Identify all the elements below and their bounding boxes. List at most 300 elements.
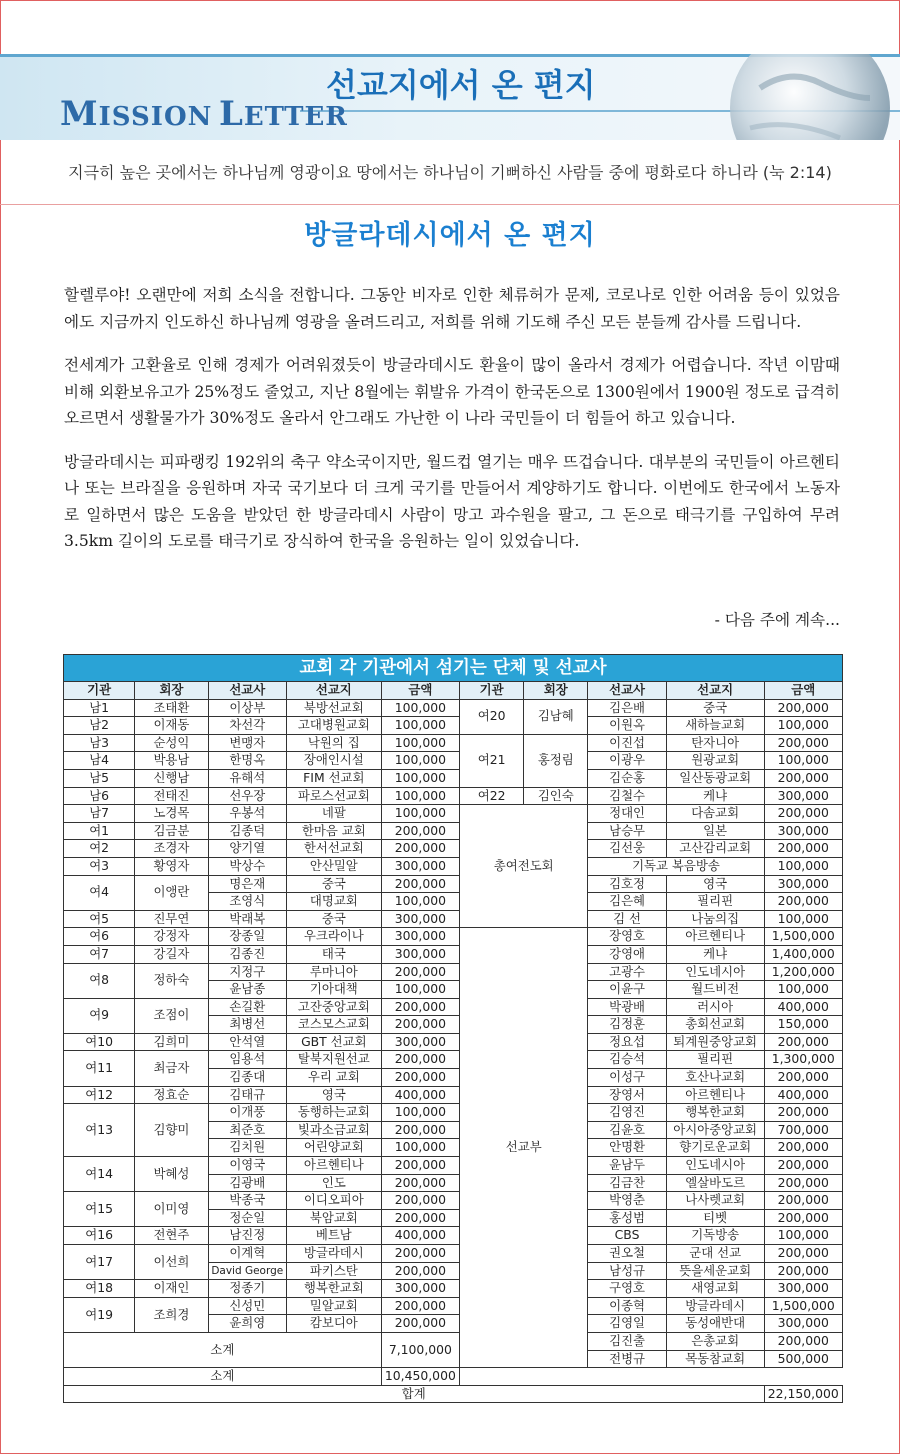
missionary-cell: 홍성범 [588, 1209, 666, 1227]
amount-cell: 1,200,000 [764, 963, 842, 981]
amount-cell: 100,000 [764, 717, 842, 735]
mission-field-cell: 목동참교회 [666, 1350, 764, 1368]
mission-field-cell: 안산밀알 [286, 857, 381, 875]
amount-cell: 200,000 [381, 963, 459, 981]
mission-field-cell: 새하늘교회 [666, 717, 764, 735]
head-cell: 이재인 [135, 1280, 208, 1298]
left-subtotal-amount: 7,100,000 [381, 1332, 459, 1367]
amount-cell: 100,000 [381, 699, 459, 717]
banner-title: 선교지에서 온 편지 [326, 66, 596, 104]
missionary-cell: 정요섭 [588, 1033, 666, 1051]
missionary-cell: 권오철 [588, 1245, 666, 1263]
missionary-cell: 김치원 [208, 1139, 286, 1157]
missionary-cell: 김태규 [208, 1086, 286, 1104]
mission-field-cell: 나눔의집 [666, 910, 764, 928]
amount-cell: 400,000 [764, 998, 842, 1016]
amount-cell: 100,000 [381, 734, 459, 752]
amount-cell: 100,000 [381, 787, 459, 805]
mission-field-cell: 총회선교회 [666, 1016, 764, 1034]
amount-cell: 200,000 [764, 1245, 842, 1263]
paragraph: 방글라데시는 피파랭킹 192위의 축구 약소국이지만, 월드컵 열기는 매우 뜨겁습니다. 대부분의 국민들이 아르헨티나 또는 브라질을 응원하며 자국 국기보다 더 크게 국기를 만들어서 계양하기도 합니다. 이번에도 한국에서 노동자로 일하면서 많은 도움을 받았던 한 방글라데시 사람이 망고 과수원을 팔고, 그 돈으로 태극기를 구입하여 무려 3.5km 길이의 도로를 태극기로 장식하여 한국을 응원하는 일이 있었습니다. [64, 452, 840, 550]
missionary-cell: 박상수 [208, 857, 286, 875]
head-cell: 이미영 [135, 1192, 208, 1227]
org-cell: 여17 [64, 1245, 135, 1280]
amount-cell: 200,000 [764, 1104, 842, 1122]
total-label: 합계 [64, 1385, 765, 1403]
org-cell: 여3 [64, 857, 135, 875]
amount-cell: 200,000 [764, 840, 842, 858]
amount-cell: 400,000 [764, 1086, 842, 1104]
mission-field-cell: 중국 [286, 910, 381, 928]
globe-icon [700, 54, 900, 140]
missionary-cell: 박래복 [208, 910, 286, 928]
missionary-cell: 남성규 [588, 1262, 666, 1280]
amount-cell: 200,000 [381, 1315, 459, 1333]
org-cell: 남2 [64, 717, 135, 735]
org-cell: 여20 [460, 699, 524, 734]
missionary-cell: 우봉석 [208, 805, 286, 823]
table-row [64, 734, 843, 752]
table-row [64, 805, 843, 823]
missionary-cell: 윤희영 [208, 1315, 286, 1333]
head-cell: 신행남 [135, 769, 208, 787]
head-cell: 강정자 [135, 928, 208, 946]
right-subtotal-amount: 10,450,000 [381, 1368, 459, 1386]
head-cell: 홍정림 [524, 734, 588, 787]
head-cell: 조희경 [135, 1297, 208, 1332]
table-row [64, 1227, 843, 1245]
missionary-cell: 김선웅 [588, 840, 666, 858]
table-row [64, 1192, 843, 1210]
table-row [64, 857, 843, 875]
continued-note: - 다음 주에 계속... [714, 611, 840, 629]
mission-field-cell: 중국 [286, 875, 381, 893]
org-cell: 여11 [64, 1051, 135, 1086]
org-cell: 여1 [64, 822, 135, 840]
amount-cell: 100,000 [381, 1139, 459, 1157]
table-row [64, 717, 843, 735]
paragraph: 전세계가 고환율로 인해 경제가 어려워졌듯이 방글라데시도 환율이 많이 올라서 경제가 어렵습니다. 작년 이맘때 비해 외환보유고가 25%정도 줄었고, 지난 8월에는 휘발유 가격이 한국돈으로 1300원에서 1900원 정도로 급격히 오르면서 생활물가가 30%정도 올라서 안그래도 가난한 이 나라 국민들이 더 힘들어 하고 있습니다. [64, 356, 840, 427]
amount-cell: 200,000 [381, 1016, 459, 1034]
amount-cell: 200,000 [381, 1209, 459, 1227]
amount-cell: 700,000 [764, 1121, 842, 1139]
head-cell: 최금자 [135, 1051, 208, 1086]
table-row [64, 998, 843, 1016]
amount-cell: 200,000 [381, 1245, 459, 1263]
donation-table [63, 654, 843, 1403]
amount-cell: 200,000 [764, 1209, 842, 1227]
head-cell: 김금분 [135, 822, 208, 840]
amount-cell: 200,000 [381, 840, 459, 858]
total-amount: 22,150,000 [764, 1385, 842, 1403]
head-cell: 김향미 [135, 1104, 208, 1157]
mission-field-cell: 네팔 [286, 805, 381, 823]
column-header: 금액 [764, 682, 842, 700]
missionary-cell: 김진출 [588, 1332, 666, 1350]
amount-cell: 1,500,000 [764, 1297, 842, 1315]
amount-cell: 300,000 [764, 875, 842, 893]
mission-field-cell: 캄보디아 [286, 1315, 381, 1333]
amount-cell: 100,000 [381, 769, 459, 787]
missionary-cell: 안명환 [588, 1139, 666, 1157]
mission-field-cell: 낙원의 집 [286, 734, 381, 752]
head-cell: 전현주 [135, 1227, 208, 1245]
missionary-cell: 김정훈 [588, 1016, 666, 1034]
org-cell: 여14 [64, 1157, 135, 1192]
amount-cell: 500,000 [764, 1350, 842, 1368]
mission-field-cell: 중국 [666, 699, 764, 717]
amount-cell: 200,000 [381, 1069, 459, 1087]
amount-cell: 100,000 [764, 981, 842, 999]
mission-field-cell: 나사렛교회 [666, 1192, 764, 1210]
mission-field-cell: 아르헨티나 [666, 1086, 764, 1104]
mission-field-cell: 장애인시설 [286, 752, 381, 770]
mission-field-cell: 새영교회 [666, 1280, 764, 1298]
head-cell: 박혜성 [135, 1157, 208, 1192]
head-cell: 강길자 [135, 945, 208, 963]
amount-cell: 300,000 [381, 1033, 459, 1051]
mission-field-cell: 향기로운교회 [666, 1139, 764, 1157]
mission-field-cell: 엘살바도르 [666, 1174, 764, 1192]
amount-cell: 200,000 [381, 875, 459, 893]
missionary-cell: 이성구 [588, 1069, 666, 1087]
missionary-cell: 김승석 [588, 1051, 666, 1069]
amount-cell: 200,000 [764, 893, 842, 911]
head-cell: 정효순 [135, 1086, 208, 1104]
mission-field-cell: 기아대책 [286, 981, 381, 999]
missionary-cell: 김은배 [588, 699, 666, 717]
amount-cell: 200,000 [381, 822, 459, 840]
head-cell: 황영자 [135, 857, 208, 875]
amount-cell: 200,000 [764, 1139, 842, 1157]
missionary-cell: 이종혁 [588, 1297, 666, 1315]
org-cell: 여16 [64, 1227, 135, 1245]
mission-field-cell: 티벳 [666, 1209, 764, 1227]
missionary-cell: 김은혜 [588, 893, 666, 911]
mission-field-cell: 필리핀 [666, 893, 764, 911]
amount-cell: 300,000 [381, 928, 459, 946]
mission-field-cell: 루마니아 [286, 963, 381, 981]
table-total-row [64, 1385, 843, 1403]
missionary-cell: CBS [588, 1227, 666, 1245]
missionary-cell: 명은재 [208, 875, 286, 893]
missionary-cell: 박종국 [208, 1192, 286, 1210]
mission-field-cell: 호산나교회 [666, 1069, 764, 1087]
column-header: 회장 [135, 682, 208, 700]
missionary-cell: 이영국 [208, 1157, 286, 1175]
table-header-row [64, 682, 843, 700]
amount-cell: 1,300,000 [764, 1051, 842, 1069]
head-cell: 진무연 [135, 910, 208, 928]
head-cell: 조태환 [135, 699, 208, 717]
missionary-cell: 남진정 [208, 1227, 286, 1245]
amount-cell: 200,000 [764, 699, 842, 717]
mission-field-cell: 아르헨티나 [286, 1157, 381, 1175]
mission-field-cell: 행복한교회 [666, 1104, 764, 1122]
head-cell: 김남혜 [524, 699, 588, 734]
missionary-cell: 장종일 [208, 928, 286, 946]
amount-cell: 100,000 [764, 910, 842, 928]
amount-cell: 100,000 [381, 805, 459, 823]
table-row [64, 699, 843, 717]
missionary-cell: 김철수 [588, 787, 666, 805]
missionary-cell: 김영진 [588, 1104, 666, 1122]
org-cell: 남7 [64, 805, 135, 823]
table-row [64, 910, 843, 928]
table-row [64, 1280, 843, 1298]
org-cell: 여19 [64, 1297, 135, 1332]
org-cell: 여5 [64, 910, 135, 928]
org-cell: 여7 [64, 945, 135, 963]
mission-field-cell: 밀알교회 [286, 1297, 381, 1315]
amount-cell: 200,000 [381, 1121, 459, 1139]
mission-field-cell: 코스모스교회 [286, 1016, 381, 1034]
amount-cell: 100,000 [381, 752, 459, 770]
mission-field-cell: 어린양교회 [286, 1139, 381, 1157]
table-row [64, 963, 843, 981]
missionary-cell: 강영애 [588, 945, 666, 963]
table-row [64, 945, 843, 963]
column-header: 기관 [460, 682, 524, 700]
org-cell: 여22 [460, 787, 524, 805]
mission-field-cell: 행복한교회 [286, 1280, 381, 1298]
mission-field-cell: 인도네시아 [666, 1157, 764, 1175]
amount-cell: 100,000 [764, 857, 842, 875]
column-header: 회장 [524, 682, 588, 700]
missionary-cell: 이상부 [208, 699, 286, 717]
amount-cell: 100,000 [381, 893, 459, 911]
missionary-cell: 구영호 [588, 1280, 666, 1298]
amount-cell: 150,000 [764, 1016, 842, 1034]
mission-field-cell: 원광교회 [666, 752, 764, 770]
letter-body [64, 282, 840, 572]
mission-field-cell: 기독방송 [666, 1227, 764, 1245]
mission-field-cell: 월드비전 [666, 981, 764, 999]
missionary-cell: 최병선 [208, 1016, 286, 1034]
missionary-cell: 선우장 [208, 787, 286, 805]
amount-cell: 100,000 [764, 1227, 842, 1245]
amount-cell: 300,000 [764, 822, 842, 840]
mission-field-cell: 퇴계원중앙교회 [666, 1033, 764, 1051]
missionary-cell: 김종진 [208, 945, 286, 963]
table-caption: 교회 각 기관에서 섬기는 단체 및 선교사 [63, 654, 843, 681]
mission-field-cell: 은총교회 [666, 1332, 764, 1350]
missionary-cell: 임용석 [208, 1051, 286, 1069]
mission-field-cell: 동성애반대 [666, 1315, 764, 1333]
mission-field-cell: 파로스선교회 [286, 787, 381, 805]
table-row [64, 840, 843, 858]
amount-cell: 200,000 [764, 805, 842, 823]
column-header: 기관 [64, 682, 135, 700]
mission-field-cell: 방글라데시 [666, 1297, 764, 1315]
mission-field-cell: FIM 선교회 [286, 769, 381, 787]
amount-cell: 300,000 [381, 945, 459, 963]
org-cell: 여10 [64, 1033, 135, 1051]
missionary-cell: 조영식 [208, 893, 286, 911]
amount-cell: 200,000 [764, 1262, 842, 1280]
amount-cell: 300,000 [381, 857, 459, 875]
mission-field-cell: 필리핀 [666, 1051, 764, 1069]
column-header: 선교지 [286, 682, 381, 700]
org-cell: 여15 [64, 1192, 135, 1227]
org-cell: 여12 [64, 1086, 135, 1104]
head-cell: 조점이 [135, 998, 208, 1033]
missionary-cell: David George [208, 1262, 286, 1280]
mission-field-cell: GBT 선교회 [286, 1033, 381, 1051]
amount-cell: 400,000 [381, 1086, 459, 1104]
org-cell: 남4 [64, 752, 135, 770]
amount-cell: 100,000 [381, 717, 459, 735]
missionary-cell: 박영춘 [588, 1192, 666, 1210]
org-cell: 여8 [64, 963, 135, 998]
head-cell: 이재동 [135, 717, 208, 735]
mission-field-cell: 우크라이나 [286, 928, 381, 946]
missionary-cell: 고광수 [588, 963, 666, 981]
missionary-cell: 윤남두 [588, 1157, 666, 1175]
missionary-cell: 지정구 [208, 963, 286, 981]
table-row [64, 1297, 843, 1315]
missionary-cell: 장영서 [588, 1086, 666, 1104]
missionary-cell: 최준호 [208, 1121, 286, 1139]
head-cell: 노경목 [135, 805, 208, 823]
org-cell: 여9 [64, 998, 135, 1033]
org-cell: 여4 [64, 875, 135, 910]
mission-field-cell: 동행하는교회 [286, 1104, 381, 1122]
table-row [64, 1104, 843, 1122]
table-row [64, 1086, 843, 1104]
missionary-cell: 정순일 [208, 1209, 286, 1227]
head-cell: 순성익 [135, 734, 208, 752]
table-row [64, 1332, 843, 1350]
mission-field-cell: 고대병원교회 [286, 717, 381, 735]
missionary-cell: 김 선 [588, 910, 666, 928]
mission-field-cell: 파키스탄 [286, 1262, 381, 1280]
mission-field-cell: 대명교회 [286, 893, 381, 911]
column-header: 선교사 [208, 682, 286, 700]
org-cell: 선교부 [460, 928, 588, 1368]
missionary-cell: 이윤구 [588, 981, 666, 999]
mission-letter-logo: MISSION LETTER [60, 94, 348, 134]
paragraph: 할렐루야! 오랜만에 저희 소식을 전합니다. 그동안 비자로 인한 체류허가 문제, 코로나로 인한 어려움 등이 있었음에도 지금까지 인도하신 하나님께 영광을 올려드리고, 저희를 위해 기도해 주신 모든 분들께 감사를 드립니다. [64, 286, 840, 331]
mission-field-cell: 러시아 [666, 998, 764, 1016]
mission-field-cell: 탄자니아 [666, 734, 764, 752]
missionary-cell: 유해석 [208, 769, 286, 787]
mission-field-cell: 일산동광교회 [666, 769, 764, 787]
column-header: 금액 [381, 682, 459, 700]
mission-field-cell: 한마음 교회 [286, 822, 381, 840]
table-row [64, 752, 843, 770]
head-cell: 박용남 [135, 752, 208, 770]
missionary-cell: 차선각 [208, 717, 286, 735]
org-cell: 여21 [460, 734, 524, 787]
amount-cell: 200,000 [381, 1192, 459, 1210]
amount-cell: 100,000 [381, 981, 459, 999]
column-header: 선교사 [588, 682, 666, 700]
amount-cell: 100,000 [764, 752, 842, 770]
head-cell: 조경자 [135, 840, 208, 858]
mission-field-cell: 빛과소금교회 [286, 1121, 381, 1139]
mission-field-cell: 우리 교회 [286, 1069, 381, 1087]
mission-field-cell: 인도 [286, 1174, 381, 1192]
amount-cell: 200,000 [381, 1174, 459, 1192]
org-cell: 남3 [64, 734, 135, 752]
mission-field-cell: 베트남 [286, 1227, 381, 1245]
missionary-cell: 김윤호 [588, 1121, 666, 1139]
head-cell: 이앵란 [135, 875, 208, 910]
letter-title: 방글라데시에서 온 편지 [304, 220, 596, 251]
missionary-cell: 양기열 [208, 840, 286, 858]
bible-verse: 지극히 높은 곳에서는 하나님께 영광이요 땅에서는 하나님이 기뻐하신 사람들 중에 평화로다 하니라 (눅 2:14) [68, 163, 832, 182]
mission-field-cell: 북방선교회 [286, 699, 381, 717]
missionary-cell: 한명옥 [208, 752, 286, 770]
mission-field-cell: 북암교회 [286, 1209, 381, 1227]
mission-field-cell: 인도네시아 [666, 963, 764, 981]
missionary-cell: 김광배 [208, 1174, 286, 1192]
amount-cell: 400,000 [381, 1227, 459, 1245]
mission-field-cell: 영국 [666, 875, 764, 893]
amount-cell: 100,000 [381, 1104, 459, 1122]
table-row [64, 822, 843, 840]
amount-cell: 200,000 [764, 1192, 842, 1210]
amount-cell: 200,000 [381, 998, 459, 1016]
table-row [64, 1051, 843, 1069]
table-row [64, 1368, 843, 1386]
missionary-cell: 김영일 [588, 1315, 666, 1333]
amount-cell: 300,000 [381, 1280, 459, 1298]
missionary-cell: 김호정 [588, 875, 666, 893]
head-cell: 정하숙 [135, 963, 208, 998]
amount-cell: 200,000 [381, 1262, 459, 1280]
org-cell: 남1 [64, 699, 135, 717]
head-cell: 전태진 [135, 787, 208, 805]
amount-cell: 200,000 [764, 1157, 842, 1175]
missionary-cell: 안석열 [208, 1033, 286, 1051]
amount-cell: 200,000 [764, 734, 842, 752]
missionary-cell: 윤남종 [208, 981, 286, 999]
head-cell: 이선희 [135, 1245, 208, 1280]
table-row [64, 769, 843, 787]
missionary-cell: 이진섭 [588, 734, 666, 752]
amount-cell: 200,000 [764, 769, 842, 787]
org-cell: 여2 [64, 840, 135, 858]
column-header: 선교지 [666, 682, 764, 700]
org-cell: 여6 [64, 928, 135, 946]
missionary-cell: 김순홍 [588, 769, 666, 787]
head-cell: 김인숙 [524, 787, 588, 805]
mission-field-cell: 방글라데시 [286, 1245, 381, 1263]
mission-field-cell: 이디오피아 [286, 1192, 381, 1210]
left-subtotal-label: 소계 [64, 1332, 382, 1367]
amount-cell: 200,000 [764, 1033, 842, 1051]
amount-cell: 1,400,000 [764, 945, 842, 963]
missionary-cell: 장영호 [588, 928, 666, 946]
org-cell: 총여전도회 [460, 805, 588, 928]
amount-cell: 200,000 [381, 1051, 459, 1069]
missionary-cell: 이광우 [588, 752, 666, 770]
mission-field-cell: 일본 [666, 822, 764, 840]
mission-field-cell: 아르헨티나 [666, 928, 764, 946]
org-cell: 여18 [64, 1280, 135, 1298]
mission-field-cell: 군대 선교 [666, 1245, 764, 1263]
table-row [64, 1245, 843, 1263]
org-cell: 여13 [64, 1104, 135, 1157]
mission-field-cell: 뜻을세운교회 [666, 1262, 764, 1280]
mission-field-cell: 케냐 [666, 945, 764, 963]
mission-field-cell: 고잔중앙교회 [286, 998, 381, 1016]
amount-cell: 300,000 [381, 910, 459, 928]
table-row [64, 787, 843, 805]
amount-cell: 200,000 [764, 1174, 842, 1192]
